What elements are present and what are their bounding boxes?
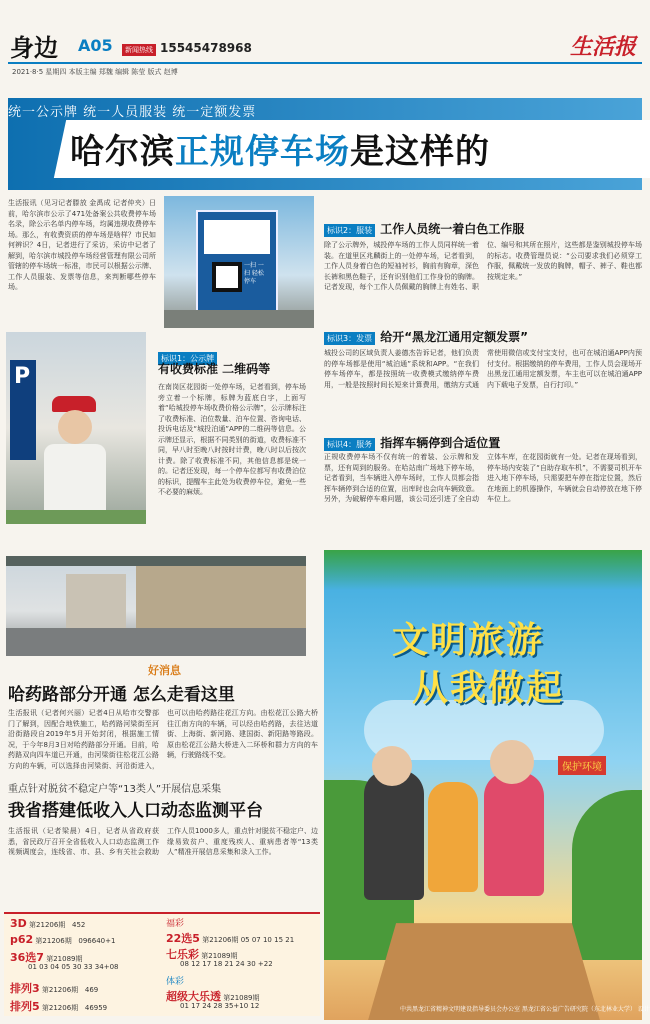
headline-highlight: 正规停车场 <box>175 132 350 172</box>
story3-kicker: 重点针对脱贫不稳定户等“13类人”开展信息采集 <box>8 784 222 795</box>
poster-title-line1: 文明旅游 <box>392 619 545 661</box>
lottery-row: 排列3 第21206期 469 <box>10 982 99 995</box>
page-number: A05 <box>78 36 113 55</box>
lottery-row: 22选5 第21206期 05 07 10 15 21 <box>166 932 295 945</box>
lottery-results <box>4 912 320 1016</box>
lottery-row: 36选7 第21089期 <box>10 951 83 964</box>
section4-header <box>324 432 500 451</box>
lottery-numbers: 08 12 17 18 21 24 30 +22 <box>180 960 273 968</box>
story3-text: 生活报讯（记者梁晨）4日，记者从省政府获悉，省民政厅召开全省低收入人口动态监测工作视频调度会，连线省、市、县、乡有关社会救助工作人员1000多人，重点针对脱贫不稳定户、边缘易致贫户、重度残疾人、重病患者等“13类人”精准开展信息采集和录入工作。 <box>8 827 318 856</box>
fucai-label: 福彩 <box>166 919 185 929</box>
section3-text: 城投公司的区域负责人姜德杰告诉记者，他们负责的停车场都是使用“城泊通”系统和APP。“在我们停车场停车，都是按照统一收费模式缴纳停车费用，一般是按照时间长短来计算费用，缴纳方式通常使用微信或支付宝支付，也可在城泊通APP内预付支付。根据缴纳的停车费用，工作人员会现场开出黑龙江通用定额发票，车主也可以在城泊通APP内下载电子发票，自行打印。” <box>324 349 642 389</box>
section2-text: 除了公示牌外，城投停车场的工作人员同样统一着装。在道里区兆麟街上的一处停车场，记者看到，工作人员身着白色的短袖衬衫，胸前有胸章，深色长裤和黑色鞋子，还有识别他们工作身份的胸牌。记者发现，每个工作人员佩戴的胸牌上有姓名、职位、编号和其所在照片，这些都是鉴别城投停车场的标志。收费管理员说：“公司要求我们必须穿工作服，佩戴统一发放的胸牌，帽子、裤子、鞋也都按规定来。” <box>324 241 642 291</box>
story2-kicker: 好消息 <box>148 664 181 677</box>
lottery-numbers: 01 03 04 05 30 33 34+08 <box>28 963 119 971</box>
hotline-label: 新闻热线 <box>122 44 156 56</box>
headline-part-2: 是这样的 <box>350 132 490 172</box>
lottery-row: 排列5 第21206期 46959 <box>10 1000 108 1013</box>
lottery-row: p62 第21206期 096640+1 <box>10 933 116 946</box>
section2-header <box>324 218 524 237</box>
section1-text: 在南岗区花园街一处停车场，记者看到，停车场旁立着一个标牌，标牌为蓝底白字，上面写着“哈城投停车场收费价格公示牌”，公示牌标注了收费标准、泊位数量、泊车位置、咨询电话、投诉电话及“城投泊通”APP的二维码等信息。公示牌还显示，根据不同类别的街道，收费标准不同，早八时至晚八时按时计费，晚八时以后按次计费。除了收费标准不同，其他信息都是统一的。记者还发现，每一个停车位都写有收费泊位的标识，提醒车主此处为收费停车位，避免一些不必要的麻烦。 <box>158 383 306 496</box>
section1-tag: 标识1：公示牌 <box>158 352 217 365</box>
parking-attendant-photo <box>6 332 146 524</box>
date-line: 2021·8·5 星期四 本版主编 郑魏 编辑 陈莹 版式 赵博 <box>12 68 178 76</box>
tiyu-label: 体彩 <box>166 977 185 987</box>
parking-p-icon: P <box>14 364 31 389</box>
hotline-number: 15545478968 <box>160 41 252 55</box>
lottery-row: 七乐彩 第21089期 <box>166 948 238 961</box>
section3-tag: 标识3：发票 <box>324 332 375 345</box>
main-headline <box>70 124 490 173</box>
story2-text: 生活报讯（记者何兴丽）记者4日从哈市交警部门了解到，因配合地铁施工，哈药路河梁街至河沿街路段自2019年5月开始封闭，根据施工情况，于今年8月3日对哈药路部分开通。目前，哈药路双向四车道已开通，由河梁街往松花江公路方向的车辆，可以选择由河梁街、河沿街进入，也可以由哈药路往花江方向。由松花江公路大桥往江南方向的车辆，可以经由哈药路，去往达道街、上海街、新河路、建国街、新阳路等路段。原由松花江公路大桥进入二环桥和群力方向的车辆，行驶路线不变。 <box>8 709 318 770</box>
section2-title: 工作人员统一着白色工作服 <box>380 222 525 236</box>
section3-title: 给开“黑龙江通用定额发票” <box>380 330 528 344</box>
section-name: 身边 <box>10 33 58 62</box>
section2-tag: 标识2：服装 <box>324 224 375 237</box>
poster-title-line2: 从我做起 <box>412 667 565 709</box>
masthead-divider <box>8 62 642 64</box>
story2-title: 哈药路部分开通 怎么走看这里 <box>8 685 235 705</box>
section3-header <box>324 326 528 345</box>
newspaper-logo: 生活报 <box>569 34 636 60</box>
sign-caption: 一扫 一扫 轻松停车 <box>244 262 264 285</box>
lead-paragraph: 生活报讯（见习记者滕放 金禹成 记者仲夹）日前，哈尔滨市公示了471处备案公共收费停车场名录，除公示名单内停车场，均属违规收费停车场。那么，有收费资质的停车场是啥样？市民如何辨识？4日，记者进行了采访，采访中记者了解到，哈尔滨市城投停车场经营管理有限公司所管辖的停车场统一标准，市民可以根据公示牌、工作人员服装、发票等信息，来判断哪些停车场。 <box>8 199 156 291</box>
banner-subtitle: 统一公示牌 统一人员服装 统一定额发票 <box>8 105 257 120</box>
section4-text: 正规收费停车场不仅有统一的着装、公示牌和发票，还有周到的服务。在哈站南广场地下停车场，记者看到，当车辆进入停车场时，工作人员都会指挥车辆停到合适的位置，出库时也会向车辆致意。另外，为破解停车难问题，该公司还引进了全自动立体车库，在花园街就有一处。记者在现场看到，停车场内安装了“自助存取车机”，不需要司机开车进入地下停车场，只需要把车停在指定位置，然后在地面上的机器操作，车辆就会自动停放在地下停车位上。 <box>324 453 642 503</box>
section4-title: 指挥车辆停到合适位置 <box>380 436 501 450</box>
poster-credit: 中共黑龙江省精神文明建设指导委员会办公室 黑龙江省公益广告研究院（东北林业大学） 设计 <box>400 1006 650 1013</box>
story3-title: 我省搭建低收入人口动态监测平台 <box>8 801 263 821</box>
headline-part-1: 哈尔滨 <box>70 132 175 172</box>
lottery-numbers: 01 17 24 28 35+10 12 <box>180 1002 260 1010</box>
street-photo <box>6 556 306 656</box>
poster-flag-sign: 保护环境 <box>558 756 606 775</box>
parking-sign-photo <box>164 196 314 328</box>
lottery-row: 超级大乐透 第21089期 <box>166 990 260 1003</box>
lottery-row: 3D 第21206期 452 <box>10 917 86 930</box>
section4-tag: 标识4：服务 <box>324 438 375 451</box>
section1-title: 有收费标准 二维码等 <box>158 362 271 376</box>
